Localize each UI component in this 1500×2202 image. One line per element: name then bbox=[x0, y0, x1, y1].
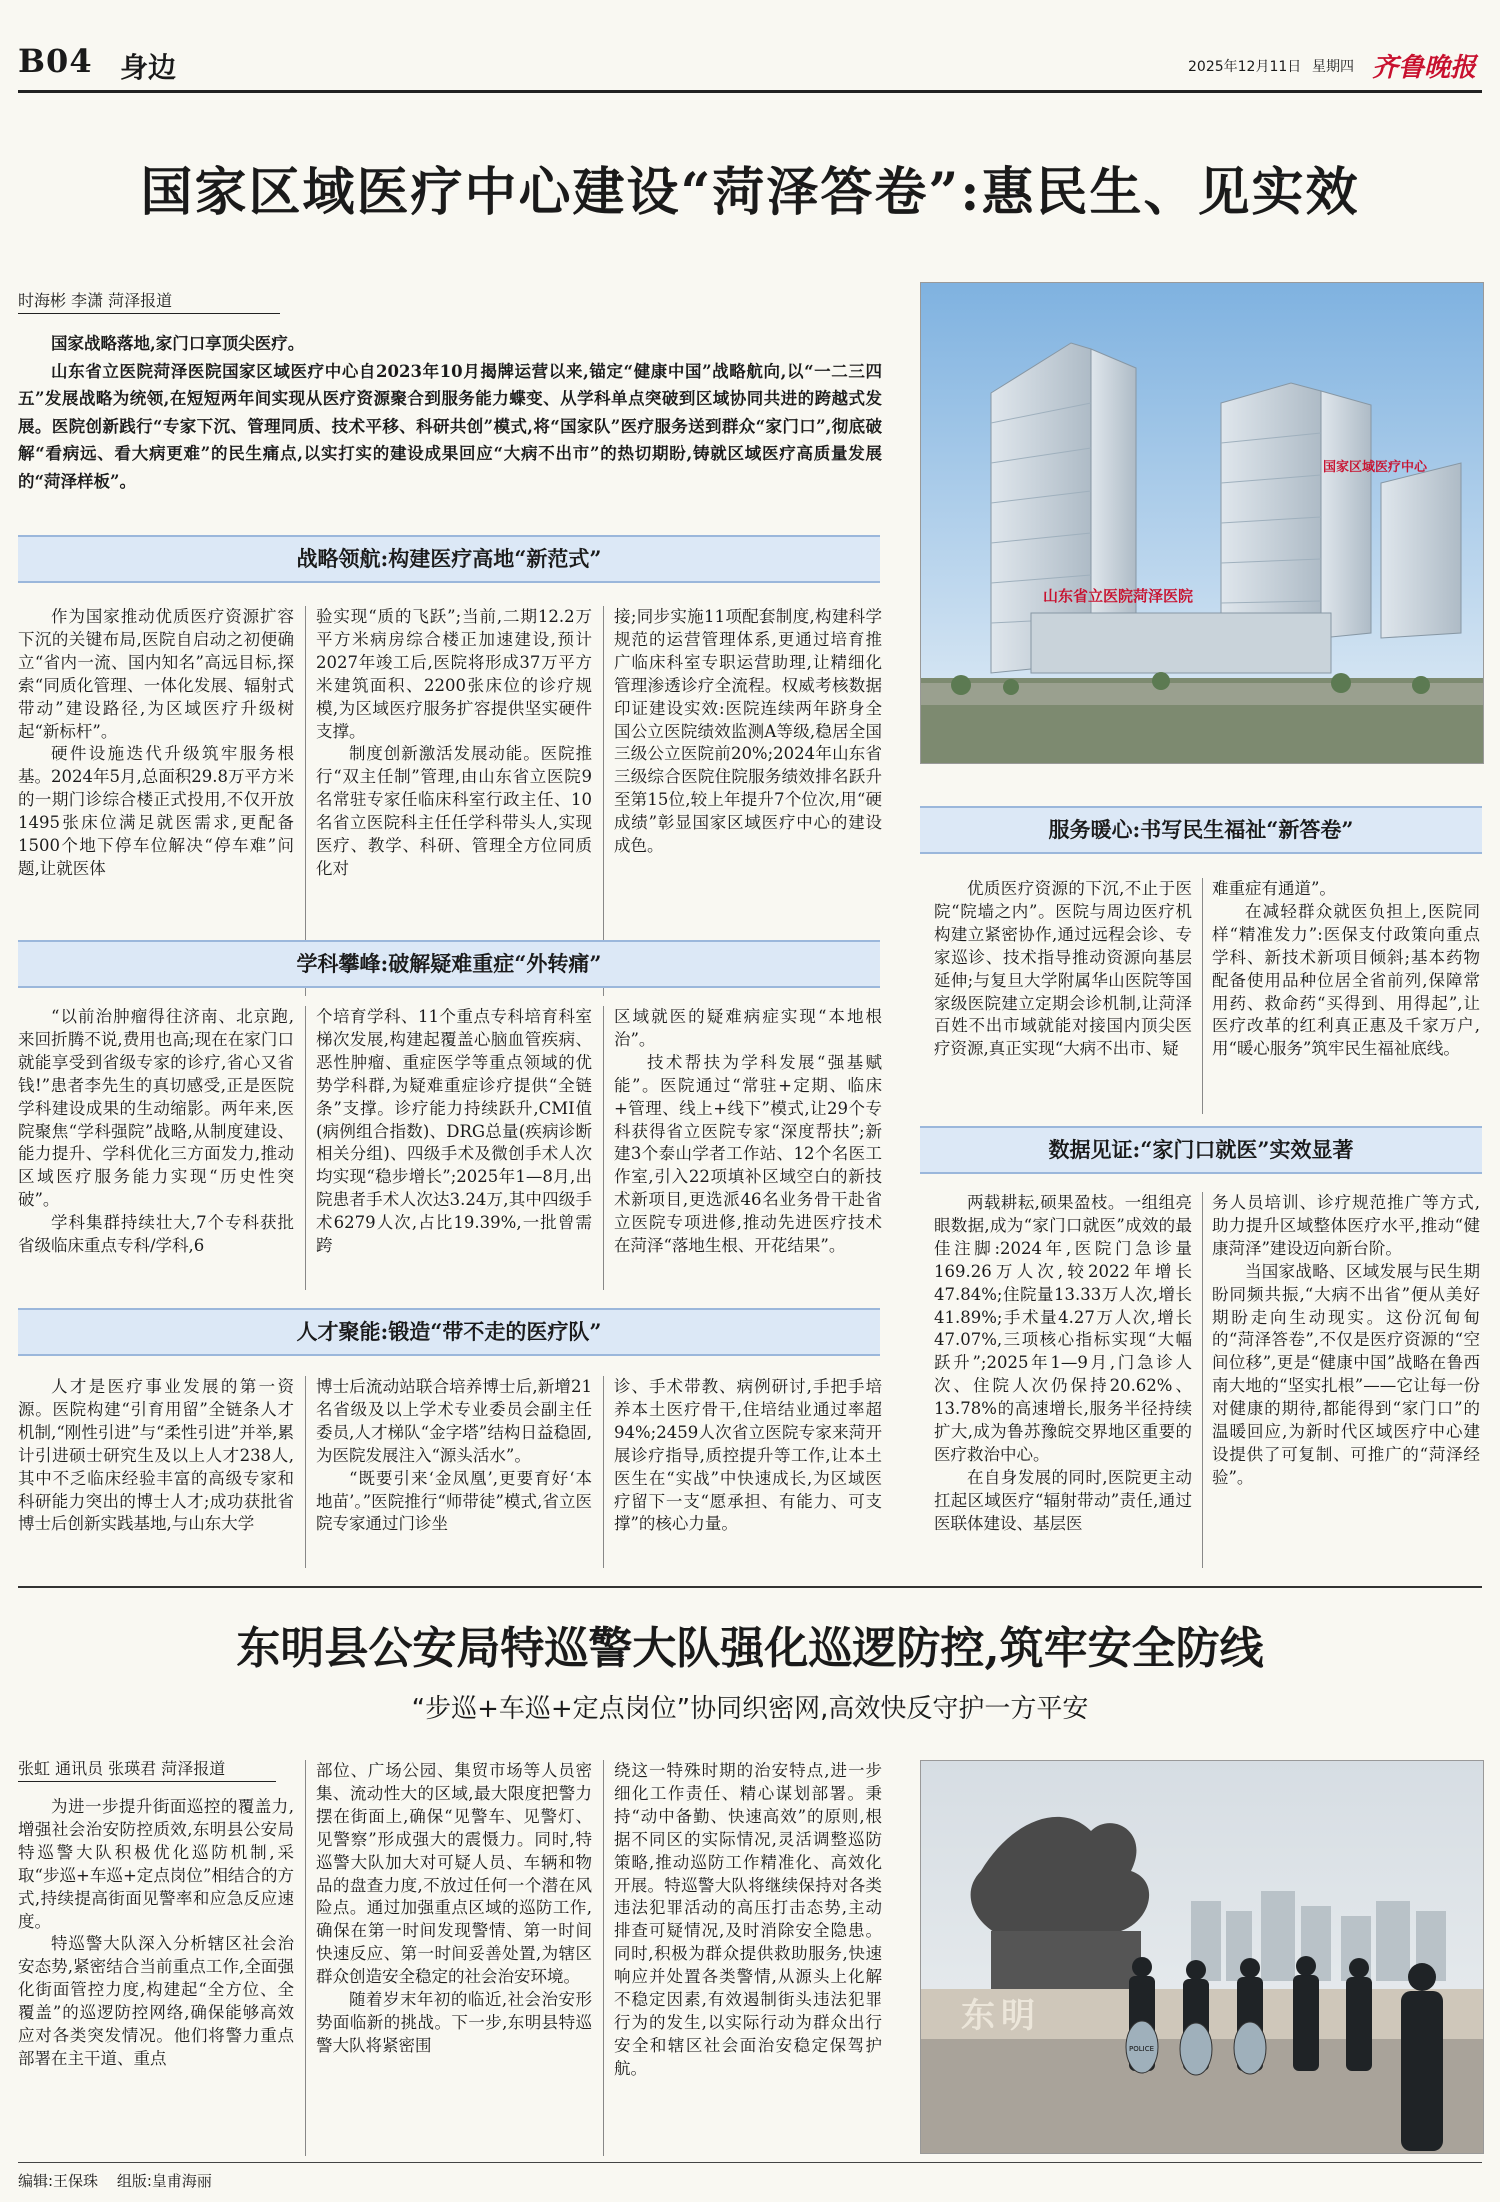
body-paragraph: 部位、广场公园、集贸市场等人员密集、流动性大的区域,最大限度把警力摆在街面上,确保“见警车、见警灯、见警察”形成强大的震慑力。同时,特巡警大队加大对可疑人员、车辆和物品的盘查力度,不放过任何一个潜在风险点。通过加强重点区域的巡防工作,确保在第一时间发现警情、第一时间快速反应、第一时间妥善处置,为辖区群众创造安全稳定的社会治安环境。 bbox=[316, 1761, 592, 1987]
data-column-2 bbox=[1212, 1192, 1480, 1572]
issue-date: 2025年12月11日 bbox=[1188, 59, 1302, 75]
body-paragraph: 在减轻群众就医负担上,医院同样“精准发力”:医保支付政策向重点学科、新技术新项目倾斜;基本药物配备使用品种位居全省前列,保障常用药、救命药“买得到、用得起”,让医疗改革的红利真正惠及千家万户,用“暖心服务”筑牢民生福祉底线。 bbox=[1212, 901, 1480, 1059]
body-paragraph: 为进一步提升街面巡控的覆盖力,增强社会治安防控质效,东明县公安局特巡警大队积极优化巡防机制,采取“步巡+车巡+定点岗位”相结合的方式,持续提高街面见警率和应急反应速度。 bbox=[18, 1797, 294, 1931]
lead-paragraph: 国家战略落地,家门口享顶尖医疗。 bbox=[51, 334, 305, 353]
body-paragraph: 随着岁末年初的临近,社会治安形势面临新的挑战。下一步,东明县特巡警大队将紧密围 bbox=[316, 1990, 592, 2055]
service-column-1 bbox=[934, 878, 1192, 1118]
hospital-sign-text: 山东省立医院菏泽医院 bbox=[1043, 587, 1194, 605]
police-column-3 bbox=[614, 1760, 882, 2156]
discipline-column-1 bbox=[18, 1006, 294, 1294]
body-paragraph: 博士后流动站联合培养博士后,新增21名省级及以上学术专业委员会副主任委员,人才梯队“金字塔”结构日益稳固,为医院发展注入“源头活水”。 bbox=[316, 1377, 592, 1465]
editor-credit: 编辑:王保珠 bbox=[18, 2172, 99, 2190]
body-paragraph: 诊、手术带教、病例研讨,手把手培养本土医疗骨干,住培结业通过率超94%;2459人次省立医院专家来菏开展诊疗指导,质控提升等工作,让本土医生在“实战”中快速成长,为区域医疗留下一支“愿承担、有能力、可支撑”的核心力量。 bbox=[614, 1377, 882, 1534]
body-paragraph: “以前治肿瘤得往济南、北京跑,来回折腾不说,费用也高;现在在家门口就能享受到省级专家的诊疗,省心又省钱!”患者李先生的真切感受,正是医院学科建设成果的生动缩影。两年来,医院聚焦“学科强院”战略,从制度建设、能力提升、学科优化三方面发力,推动区域医疗服务能力实现“历史性突破”。 bbox=[18, 1007, 294, 1210]
footer-divider bbox=[18, 2162, 1482, 2163]
section-heading-discipline: 学科攀峰:破解疑难重症“外转痛” bbox=[18, 940, 880, 988]
body-paragraph: 优质医疗资源的下沉,不止于医院“院墙之内”。医院与周边医疗机构建立紧密协作,通过远程会诊、专家巡诊、技术指导推动资源向基层延伸;与复旦大学附属华山医院等国家级医院建立定期会诊机制,让菏泽百姓不出市域就能对接国内顶尖医疗资源,真正实现“大病不出市、疑 bbox=[934, 879, 1192, 1059]
column-divider bbox=[305, 606, 306, 996]
data-column-1 bbox=[934, 1192, 1192, 1572]
page-number: B04 bbox=[18, 42, 93, 80]
section-heading-strategy: 战略领航:构建医疗高地“新范式” bbox=[18, 535, 880, 583]
column-divider bbox=[1202, 1192, 1203, 1568]
column-divider bbox=[305, 1006, 306, 1290]
body-paragraph: 两载耕耘,硕果盈枝。一组组亮眼数据,成为“家门口就医”成效的最佳注脚:2024年,医院门急诊量169.26万人次,较2022年增长47.84%;住院量13.33万人次,增长41.89%;手术量4.27万人次,增长47.07%,三项核心指标实现“大幅跃升”;2025年1—9月,门急诊人次、住院人次仍保持20.62%、13.78%的高速增长,服务半径持续扩大,成为鲁苏豫皖交界地区重要的医疗救治中心。 bbox=[934, 1193, 1192, 1464]
article1-headline: 国家区域医疗中心建设“菏泽答卷”:惠民生、见实效 bbox=[140, 162, 1360, 223]
article-divider bbox=[18, 1586, 1482, 1588]
article2-byline: 张虹 通讯员 张瑛君 菏泽报道 bbox=[18, 1756, 276, 1782]
body-paragraph: 制度创新激活发展动能。医院推行“双主任制”管理,由山东省立医院9名常驻专家任临床科室行政主任、10名省立医院科主任任学科带头人,实现医疗、教学、科研、管理全方位同质化对 bbox=[316, 744, 592, 878]
talent-column-2 bbox=[316, 1376, 592, 1572]
body-paragraph: 务人员培训、诊疗规范推广等方式,助力提升区域整体医疗水平,推动“健康菏泽”建设迈向新台阶。 bbox=[1212, 1193, 1480, 1258]
body-paragraph: 难重症有通道”。 bbox=[1212, 879, 1336, 898]
body-paragraph: 个培育学科、11个重点专科培育科室梯次发展,构建起覆盖心脑血管疾病、恶性肿瘤、重症医学等重点领域的优势学科群,为疑难重症诊疗提供“全链条”支撑。诊疗能力持续跃升,CMI值(病例组合指数)、DRG总量(疾病诊断相关分组)、四级手术及微创手术人次均实现“稳步增长”;2025年1—8月,出院患者手术人次达3.24万,其中四级手术6279人次,占比19.39%,一批曾需跨 bbox=[316, 1007, 592, 1256]
column-divider bbox=[305, 1376, 306, 1568]
shield-label: POLICE bbox=[1129, 2045, 1155, 2053]
article2-subheadline: “步巡+车巡+定点岗位”协同织密网,高效快反守护一方平安 bbox=[411, 1694, 1089, 1724]
body-paragraph: “既要引来‘金凤凰’,更要育好‘本地苗’。”医院推行“师带徒”模式,省立医院专家通过门诊坐 bbox=[316, 1468, 592, 1534]
column-divider bbox=[1202, 878, 1203, 1114]
hospital-photo bbox=[920, 282, 1484, 764]
body-paragraph: 特巡警大队深入分析辖区社会治安态势,紧密结合当前重点工作,全面强化街面管控力度,构建起“全方位、全覆盖”的巡逻防控网络,确保能够高效应对各类突发情况。他们将警力重点部署在主干道、重点 bbox=[18, 1934, 294, 2068]
body-paragraph: 学科集群持续壮大,7个专科获批省级临床重点专科/学科,6 bbox=[18, 1213, 294, 1256]
police-patrol-illustration bbox=[921, 1761, 1483, 2153]
talent-column-1 bbox=[18, 1376, 294, 1572]
body-paragraph: 验实现“质的飞跃”;当前,二期12.2万平方米病房综合楼正加速建设,预计2027年竣工后,医院将形成37万平方米建筑面积、2200张床位的诊疗规模,为区域医疗服务扩容提供坚实硬件支撑。 bbox=[316, 607, 592, 741]
lead-paragraph: 山东省立医院菏泽医院国家区域医疗中心自2023年10月揭牌运营以来,锚定“健康中国”战略航向,以“一二三四五”发展战略为统领,在短短两年间实现从医疗资源聚合到服务能力蝶变、从学科单点突破到区域协同共进的跨越式发展。医院创新践行“专家下沉、管理同质、技术平移、科研共创”模式,将“国家队”医疗服务送到群众“家门口”,彻底破解“看病远、看大病更难”的民生痛点,以实打实的建设成果回应“大病不出市”的热切期盼,铸就区域医疗高质量发展的“菏泽样板”。 bbox=[18, 361, 882, 491]
section-heading-talent: 人才聚能:锻造“带不走的医疗队” bbox=[18, 1308, 880, 1356]
layout-credit: 组版:皇甫海丽 bbox=[116, 2172, 212, 2190]
discipline-column-3 bbox=[614, 1006, 882, 1294]
newspaper-logo: 齐鲁晚报 bbox=[1372, 53, 1477, 83]
hospital-illustration bbox=[921, 283, 1483, 763]
column-divider bbox=[603, 1760, 604, 2156]
body-paragraph: 技术帮扶为学科发展“强基赋能”。医院通过“常驻+定期、临床+管理、线上+线下”模式,让29个专科获得省立医院专家“深度帮扶”;新建3个泰山学者工作站、12个名医工作室,引入22项填补区域空白的新技术新项目,更选派46名业务骨干赴省立医院专项进修,推动先进医疗技术在菏泽“落地生根、开花结果”。 bbox=[614, 1052, 882, 1256]
body-paragraph: 作为国家推动优质医疗资源扩容下沉的关键布局,医院自启动之初便确立“省内一流、国内知名”高远目标,探索“同质化管理、一体化发展、辐射式带动”建设路径,为区域医疗升级树起“新标杆”。 bbox=[18, 607, 294, 741]
police-patrol-photo bbox=[920, 1760, 1484, 2154]
body-paragraph: 区域就医的疑难病症实现“本地根治”。 bbox=[614, 1007, 882, 1049]
section-name: 身边 bbox=[120, 51, 177, 84]
center-sign-text: 国家区域医疗中心 bbox=[1323, 460, 1428, 475]
section-heading-data: 数据见证:“家门口就医”实效显著 bbox=[920, 1126, 1482, 1174]
body-paragraph: 人才是医疗事业发展的第一资源。医院构建“引育用留”全链条人才机制,“刚性引进”与“柔性引进”并举,累计引进硕士研究生及以上人才238人,其中不乏临床经验丰富的高级专家和科研能力突出的博士人才;成功获批省博士后创新实践基地,与山东大学 bbox=[18, 1377, 294, 1534]
article1-byline: 时海彬 李潇 菏泽报道 bbox=[18, 288, 280, 314]
page-footer bbox=[18, 2170, 226, 2191]
police-column-1 bbox=[18, 1796, 294, 2156]
column-divider bbox=[305, 1760, 306, 2156]
police-column-2 bbox=[316, 1760, 592, 2156]
column-divider bbox=[603, 1006, 604, 1290]
column-divider bbox=[603, 606, 604, 996]
issue-weekday: 星期四 bbox=[1312, 59, 1354, 75]
talent-column-3 bbox=[614, 1376, 882, 1572]
header-divider bbox=[18, 90, 1482, 93]
body-paragraph: 在自身发展的同时,医院更主动扛起区域医疗“辐射带动”责任,通过医联体建设、基层医 bbox=[934, 1467, 1192, 1533]
body-paragraph: 当国家战略、区域发展与民生期盼同频共振,“大病不出省”便从美好期盼走向生动现实。这份沉甸甸的“菏泽答卷”,不仅是医疗资源的“空间位移”,更是“健康中国”战略在鲁西南大地的“坚实扎根”——它让每一份对健康的期待,都能得到“家门口”的温暖回应,为新时代区域医疗中心建设提供了可复制、可推广的“菏泽经验”。 bbox=[1212, 1261, 1480, 1487]
body-paragraph: 硬件设施迭代升级筑牢服务根基。2024年5月,总面积29.8万平方米的一期门诊综合楼正式投用,不仅开放1495张床位满足就医需求,更配备1500个地下停车位解决“停车难”问题,让就医体 bbox=[18, 744, 294, 878]
discipline-column-2 bbox=[316, 1006, 592, 1294]
article2-headline: 东明县公安局特巡警大队强化巡逻防控,筑牢安全防线 bbox=[236, 1623, 1264, 1674]
body-paragraph: 绕这一特殊时期的治安特点,进一步细化工作责任、精心谋划部署。秉持“动中备勤、快速高效”的原则,根据不同区的实际情况,灵活调整巡防策略,推动巡防工作精准化、高效化开展。特巡警大队将继续保持对各类违法犯罪活动的高压打击态势,主动排查可疑情况,及时消除安全隐患。同时,积极为群众提供救助服务,快速响应并处置各类警情,从源头上化解不稳定因素,有效遏制街头违法犯罪行为的发生,以实际行动为群众出行安全和辖区社会面治安稳定保驾护航。 bbox=[614, 1761, 882, 2078]
body-paragraph: 接;同步实施11项配套制度,构建科学规范的运营管理体系,更通过培育推广临床科室专职运营助理,让精细化管理渗透诊疗全流程。权威考核数据印证建设实效:医院连续两年跻身全国公立医院绩效监测A等级,稳居全国三级公立医院前20%;2024年山东省三级综合医院住院服务绩效排名跃升至第15位,较上年提升7个位次,用“硬成绩”彰显国家区域医疗中心的建设成色。 bbox=[614, 607, 882, 856]
service-column-2 bbox=[1212, 878, 1480, 1118]
section-heading-service: 服务暖心:书写民生福祉“新答卷” bbox=[920, 806, 1482, 854]
monument-text: 东明 bbox=[961, 1996, 1041, 2036]
article1-lead bbox=[18, 330, 882, 495]
column-divider bbox=[603, 1376, 604, 1568]
